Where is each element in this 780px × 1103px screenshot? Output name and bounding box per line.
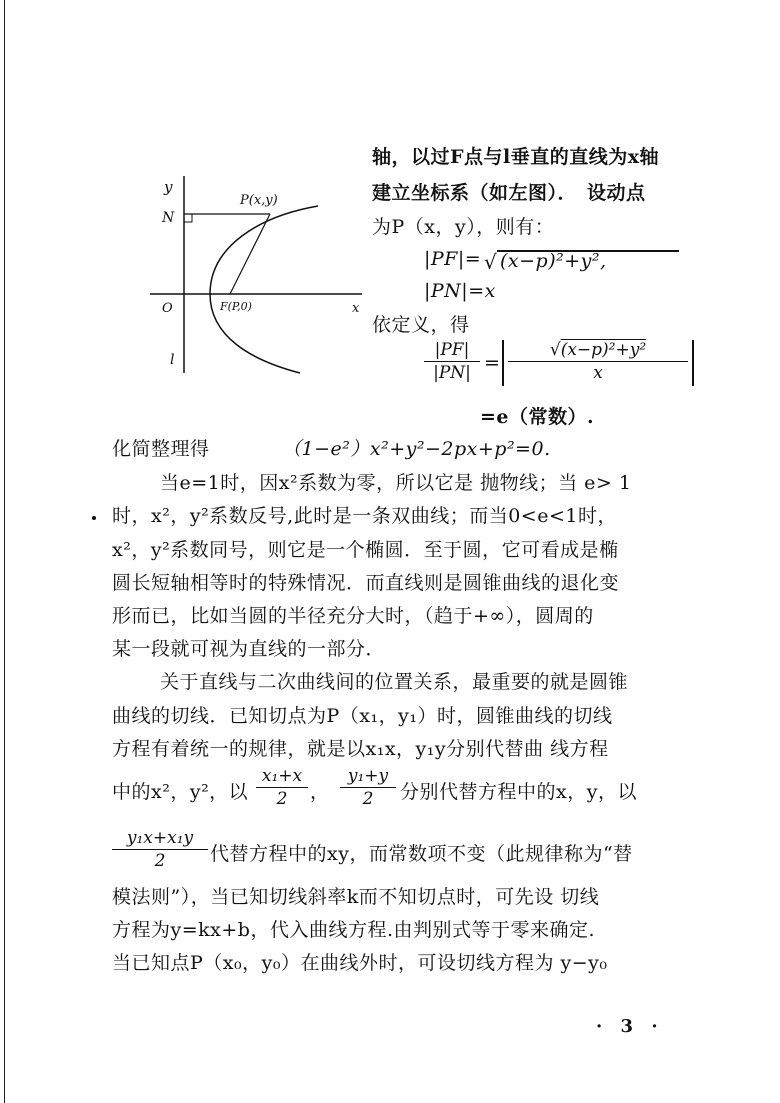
para2-line3: 方程有着统一的规律，就是以x₁x，y₁y分别代替曲 线方程 — [112, 738, 609, 760]
fraction-comma: ， — [310, 781, 330, 803]
para2-line7: 方程为y=kx+b，代入曲线方程.由判别式等于零来确定. — [112, 919, 596, 941]
ratio-denominator: |PN| — [433, 363, 471, 383]
y-axis-label: y — [164, 178, 173, 196]
sqrt-symbol-1: √ — [484, 250, 498, 274]
x-axis-label: x — [352, 301, 360, 316]
simplify-label: 化简整理得 — [112, 438, 210, 460]
para2-line6: 模法则”），当已知切线斜率k而不知切点时，可先设 切线 — [112, 886, 600, 908]
para2-line4-end: 分别代替方程中的x，y，以 — [400, 781, 637, 803]
para1-line5: 形而已，比如当圆的半径充分大时，（趋于+∞），圆周的 — [112, 605, 594, 627]
origin-label: O — [162, 301, 173, 316]
parabola-figure — [140, 168, 370, 383]
para1-line2: 时，x²，y²系数反号,此时是一条双曲线；而当0<e<1时， — [112, 505, 617, 527]
definition-label: 依定义，得 — [372, 314, 470, 336]
eq-eccentricity: =e（常数）. — [480, 406, 595, 428]
right-line-2: 建立坐标系（如左图）． 设动点 — [372, 182, 646, 204]
ratio-fraction — [424, 340, 480, 383]
para1-line6: 某一段就可视为直线的一部分． — [112, 638, 386, 660]
point-n-label: N — [162, 210, 175, 226]
right-line-3: 为P（x，y），则有： — [372, 216, 555, 238]
eq-pn: |PN|=x — [424, 280, 496, 302]
eq-pf-rhs: (x−p)²+y², — [500, 250, 607, 272]
para2-line5: 代替方程中的xy，而常数项不变（此规律称为“替 — [210, 843, 633, 865]
distance-fraction — [508, 340, 688, 383]
parabola-diagram — [140, 168, 370, 383]
ratio-numerator: |PF| — [434, 340, 470, 360]
page-border — [4, 0, 5, 1103]
para1-line1: 当e=1时，因x²系数为零，所以它是 抛物线；当 e> 1 — [160, 472, 632, 494]
right-line-1: 轴，以过F点与l垂直的直线为x轴 — [372, 146, 660, 168]
directrix-label: l — [170, 352, 175, 368]
distance-denominator: x — [593, 363, 603, 383]
margin-dot — [92, 516, 96, 520]
para2-line8: 当已知点P（x₀，y₀）在曲线外时，可设切线方程为 y−y₀ — [112, 952, 608, 974]
mixed-term-fraction: y₁x+x₁y 2 — [112, 828, 208, 871]
midpoint-y-fraction: y₁+y 2 — [340, 766, 396, 809]
para2-line4-start: 中的x²，y²，以 — [112, 781, 249, 803]
abs-right-bar — [692, 340, 694, 386]
focus-label: F(P,0) — [220, 300, 252, 313]
page-number: · 3 · — [596, 1016, 664, 1037]
para2-line2: 曲线的切线．已知切点为P（x₁，y₁）时，圆锥曲线的切线 — [112, 705, 613, 727]
distance-numerator: √(x−p)²+y² — [549, 340, 647, 360]
midpoint-x-fraction: x₁+x 2 — [256, 766, 308, 809]
para2-line1: 关于直线与二次曲线间的位置关系，最重要的就是圆锥 — [160, 671, 629, 693]
para1-line4: 圆长短轴相等时的特殊情况．而直线则是圆锥曲线的退化变 — [112, 572, 620, 594]
eq-pf-lhs: |PF|= — [424, 248, 482, 270]
abs-left-bar — [502, 340, 504, 386]
simplify-equation: （1−e²）x²+y²−2px+p²=0. — [282, 438, 551, 460]
ratio-equals: = — [484, 352, 501, 374]
point-p-label: P(x,y) — [240, 193, 278, 208]
para1-line3: x²，y²系数同号，则它是一个椭圆．至于圆，它可看成是椭 — [112, 539, 619, 561]
